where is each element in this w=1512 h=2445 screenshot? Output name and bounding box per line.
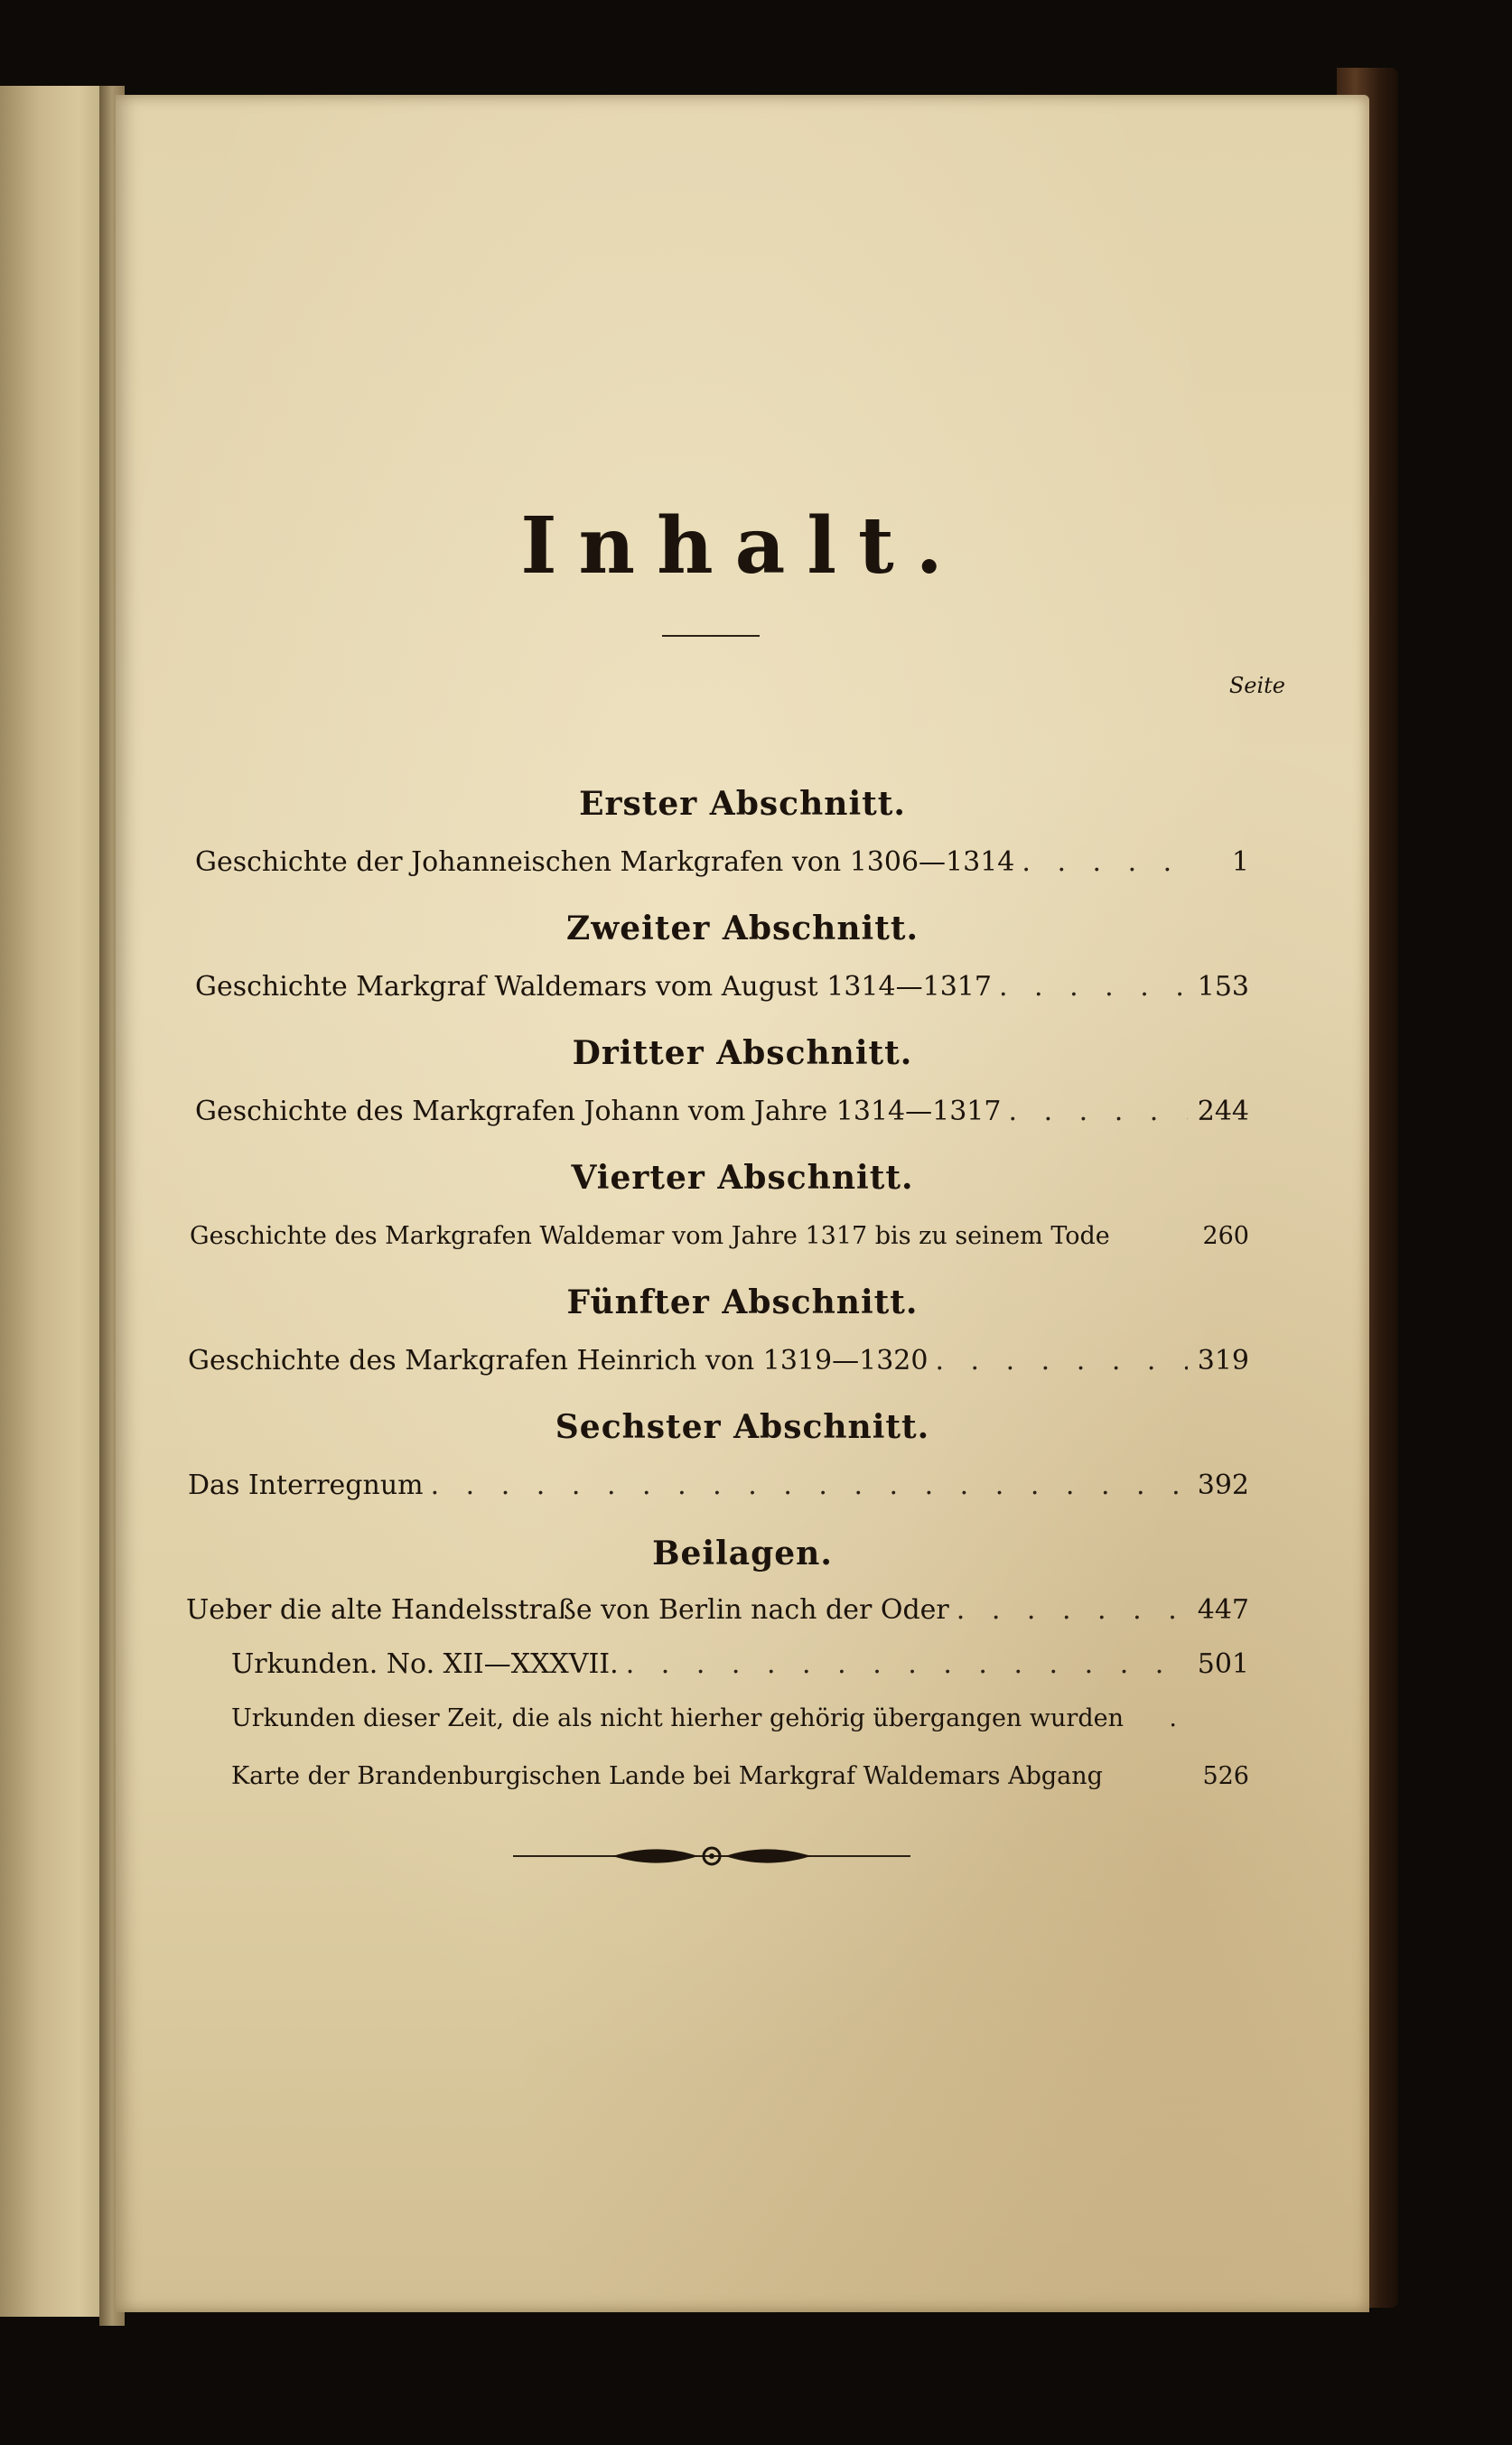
- section-title-beilagen: Beilagen.: [652, 1535, 833, 1572]
- section-title-1: Erster Abschnitt.: [579, 785, 906, 823]
- toc-entry: [195, 1092, 1249, 1132]
- book-page: [116, 95, 1369, 2312]
- section-title-3: Dritter Abschnitt.: [572, 1034, 913, 1072]
- toc-entry: [231, 1645, 1249, 1684]
- page-title: Inhalt.: [520, 500, 965, 592]
- toc-page-number: 319: [1197, 1345, 1249, 1376]
- dot-leader: [999, 967, 1188, 1007]
- dot-leader: [1022, 843, 1188, 882]
- toc-entry: [195, 843, 1249, 882]
- toc-entry-text: Geschichte des Markgrafen Waldemar vom Jahre 1317 bis zu seinem Tode: [190, 1222, 1110, 1250]
- dot-leader: [431, 1466, 1188, 1506]
- toc-entry: [231, 1757, 1249, 1796]
- section-title-6: Sechster Abschnitt.: [555, 1408, 930, 1446]
- title-rule: [662, 635, 760, 637]
- dot-leader: [935, 1341, 1188, 1381]
- toc-entry: [186, 1591, 1249, 1630]
- toc-page-number: 244: [1197, 1096, 1249, 1127]
- facing-page-edge: [0, 86, 113, 2317]
- dot-leader: [957, 1591, 1188, 1630]
- dot-leader: [1009, 1092, 1189, 1132]
- toc-page-number: 501: [1197, 1648, 1249, 1680]
- toc-page-number: 260: [1202, 1222, 1249, 1250]
- section-title-2: Zweiter Abschnitt.: [566, 910, 919, 947]
- toc-entry-text: Geschichte des Markgrafen Johann vom Jahre 1314—1317: [195, 1096, 1002, 1127]
- toc-entry-text: Ueber die alte Handelsstraße von Berlin nach der Oder: [186, 1594, 949, 1626]
- toc-page-number: 153: [1197, 971, 1249, 1003]
- toc-entry: Urkunden dieser Zeit, die als nicht hierher gehörig übergangen wurden .: [231, 1699, 1249, 1739]
- toc-entry-text: Das Interregnum: [188, 1470, 424, 1501]
- toc-entry-text: Geschichte Markgraf Waldemars vom August 1314—1317: [195, 971, 992, 1003]
- toc-entry-text: Geschichte der Johanneischen Markgrafen von 1306—1314: [195, 846, 1015, 878]
- dot-leader: [626, 1645, 1188, 1684]
- toc-entry: [190, 1217, 1249, 1256]
- section-title-5: Fünfter Abschnitt.: [566, 1283, 919, 1321]
- toc-entry: [188, 1341, 1249, 1381]
- toc-entry: [195, 967, 1249, 1007]
- toc-entry-text: Urkunden dieser Zeit, die als nicht hierher gehörig übergangen wurden: [231, 1704, 1124, 1732]
- decorative-ornament: [513, 1829, 910, 1883]
- toc-page-number: 1: [1231, 846, 1249, 878]
- toc-entry-text: Urkunden. No. XII—XXXVII.: [231, 1648, 619, 1680]
- page-column-label: Seite: [1228, 673, 1285, 698]
- toc-entry: [188, 1466, 1249, 1506]
- toc-page-number: 392: [1197, 1470, 1249, 1501]
- toc-page-number: 447: [1197, 1594, 1249, 1626]
- toc-page-number: 526: [1202, 1762, 1249, 1790]
- toc-entry-text: Karte der Brandenburgischen Lande bei Markgraf Waldemars Abgang: [231, 1762, 1103, 1790]
- toc-entry-text: Geschichte des Markgrafen Heinrich von 1319—1320: [188, 1345, 929, 1376]
- section-title-4: Vierter Abschnitt.: [571, 1159, 914, 1197]
